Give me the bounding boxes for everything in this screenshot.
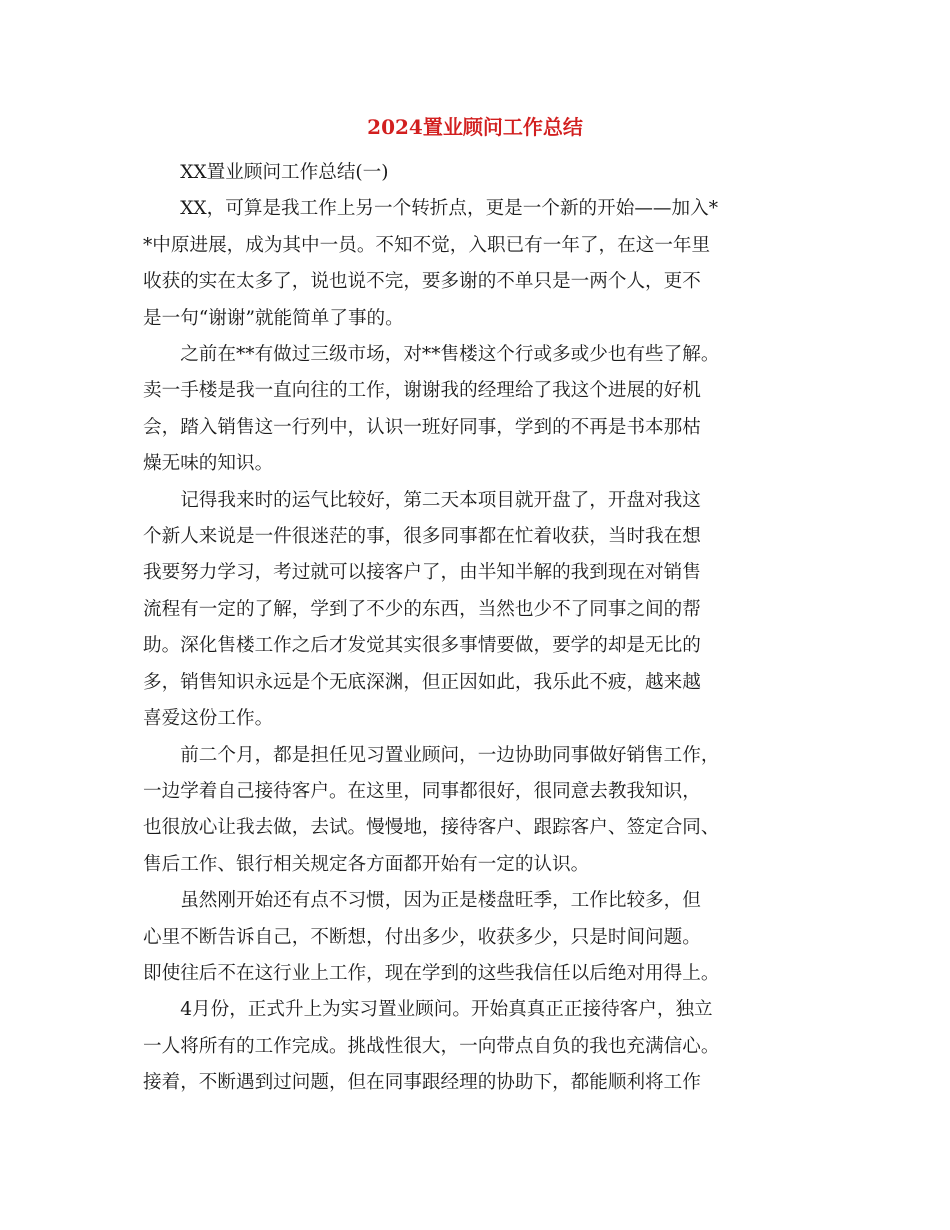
document-body: [143, 155, 809, 1102]
text-line: 收获的实在太多了，说也说不完，要多谢的不单只是一两个人，更不: [143, 271, 701, 293]
paragraph: [143, 883, 809, 992]
text-line: 一人将所有的工作完成。挑战性很大，一向带点自负的我也充满信心。: [143, 1035, 720, 1057]
paragraph: [143, 483, 809, 738]
text-line: 多，销售知识永远是个无底深渊，但正因如此，我乐此不疲，越来越: [143, 671, 701, 693]
text-line: 卖一手楼是我一直向往的工作，谢谢我的经理给了我这个进展的好机: [143, 380, 701, 402]
text-line: 助。深化售楼工作之后才发觉其实很多事情要做，要学的却是无比的: [143, 635, 701, 657]
text-line: 一边学着自己接待客户。在这里，同事都很好，很同意去教我知识，: [143, 780, 701, 802]
text-line: 个新人来说是一件很迷茫的事，很多同事都在忙着收获，当时我在想: [143, 526, 701, 548]
text-line: 即使往后不在这行业上工作，现在学到的这些我信任以后绝对用得上。: [143, 962, 720, 984]
text-line: 4月份，正式升上为实习置业顾问。开始真真正正接待客户，独立: [180, 999, 713, 1021]
text-line: 之前在**有做过三级市场，对**售楼这个行或多或少也有些了解。: [180, 344, 720, 366]
paragraph: [143, 738, 809, 884]
paragraph: [143, 191, 809, 337]
text-line: 前二个月，都是担任见习置业顾问，一边协助同事做好销售工作，: [180, 744, 720, 766]
text-line: 售后工作、银行相关规定各方面都开始有一定的认识。: [143, 853, 590, 875]
text-line: 我要努力学习，考过就可以接客户了，由半知半解的我到现在对销售: [143, 562, 701, 584]
text-line: *中原进展，成为其中一员。不知不觉，入职已有一年了，在这一年里: [143, 234, 711, 256]
text-line: 接着，不断遇到过问题，但在同事跟经理的协助下，都能顺利将工作: [143, 1072, 701, 1094]
text-line: 燥无味的知识。: [143, 453, 274, 475]
paragraph: [143, 337, 809, 483]
text-line: 也很放心让我去做，去试。慢慢地，接待客户、跟踪客户、签定合同、: [143, 817, 720, 839]
paragraph: [143, 992, 809, 1101]
text-line: 虽然刚开始还有点不习惯，因为正是楼盘旺季，工作比较多，但: [180, 890, 701, 912]
text-line: XX，可算是我工作上另一个转折点，更是一个新的开始——加入*: [180, 198, 718, 220]
text-line: 是一句“谢谢”就能简单了事的。: [143, 307, 404, 329]
text-line: 记得我来时的运气比较好，第二天本项目就开盘了，开盘对我这: [180, 489, 701, 511]
document-title: 2024置业顾问工作总结: [367, 115, 583, 139]
text-line: 流程有一定的了解，学到了不少的东西，当然也少不了同事之间的帮: [143, 598, 701, 620]
text-line: 会，踏入销售这一行列中，认识一班好同事，学到的不再是书本那枯: [143, 416, 701, 438]
text-line: 心里不断告诉自己，不断想，付出多少，收获多少，只是时间问题。: [143, 926, 701, 948]
section-subtitle: XX置业顾问工作总结(一): [180, 162, 389, 183]
text-line: 喜爱这份工作。: [143, 708, 274, 730]
